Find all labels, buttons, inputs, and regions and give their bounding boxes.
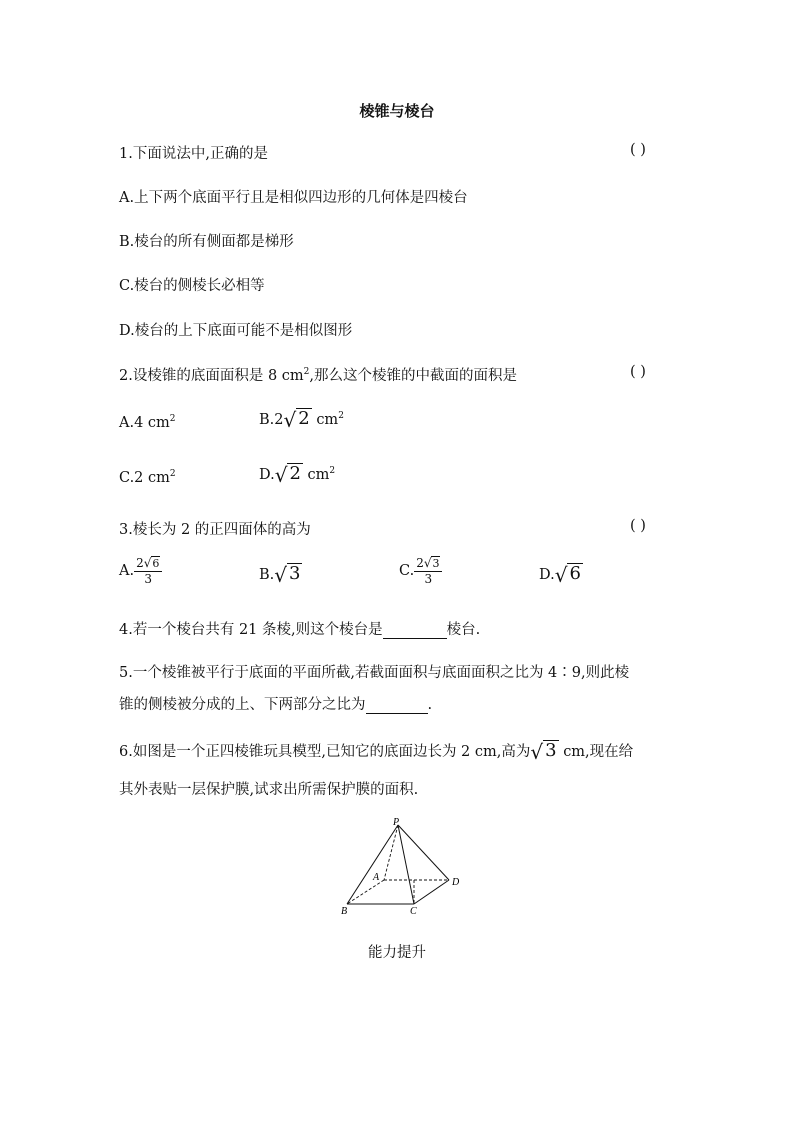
option-d xyxy=(259,463,335,487)
option-label: B.2 xyxy=(259,412,284,428)
option-b: B.棱台的所有侧面都是梯形 xyxy=(119,234,294,250)
vertex-label-c: C xyxy=(410,906,417,917)
question-6-line-1 xyxy=(119,740,633,764)
stem-text: ,那么这个棱锥的中截面的面积是 xyxy=(309,368,517,384)
radical-sign: √ xyxy=(530,740,544,764)
option-c xyxy=(399,556,442,586)
question-5-text: . xyxy=(427,697,433,713)
radicand: 3 xyxy=(545,740,557,761)
question-5-line-1: 5.一个棱锥被平行于底面的平面所截,若截面面积与底面面积之比为 4∶9,则此棱 xyxy=(119,665,630,681)
question-4 xyxy=(119,618,480,639)
pyramid-figure xyxy=(330,815,470,920)
edge-pb xyxy=(347,825,398,904)
stem-text: 2.设棱锥的底面面积是 8 cm xyxy=(119,368,304,384)
answer-blank xyxy=(383,624,447,639)
vertex-label-a: A xyxy=(373,872,380,883)
option-b xyxy=(259,408,344,432)
edge-pd xyxy=(398,825,449,880)
question-6-line-2: 其外表贴一层保护膜,试求出所需保护膜的面积. xyxy=(119,782,419,798)
answer-paren: ( ) xyxy=(630,142,646,158)
denominator: 3 xyxy=(144,572,153,586)
edge-cd xyxy=(414,880,449,904)
question-4-text: 4.若一个棱台共有 21 条棱,则这个棱台是 xyxy=(119,622,383,638)
question-3-stem: 3.棱长为 2 的正四面体的高为 xyxy=(119,522,311,538)
radicand: 2 xyxy=(298,408,310,429)
radical-sign: √ xyxy=(274,563,288,587)
section-heading: 能力提升 xyxy=(368,945,426,961)
question-6-text: 6.如图是一个正四棱锥玩具模型,已知它的底面边长为 2 cm,高为 xyxy=(119,744,531,760)
numerator: 2√3 xyxy=(414,556,442,572)
fraction xyxy=(134,556,162,586)
edge-pa xyxy=(384,825,398,880)
radicand: 6 xyxy=(152,557,160,570)
question-1-stem: 1.下面说法中,正确的是 xyxy=(119,146,268,162)
answer-paren: ( ) xyxy=(630,364,646,380)
edge-ab xyxy=(347,880,384,904)
superscript: 2 xyxy=(338,411,344,422)
option-d: D.棱台的上下底面可能不是相似图形 xyxy=(119,323,353,339)
unit: cm xyxy=(307,467,330,483)
question-5-line-2 xyxy=(119,693,432,714)
radicand: 2 xyxy=(289,463,301,484)
option-c xyxy=(119,469,176,486)
option-label: C. xyxy=(399,563,415,579)
radical-sign: √ xyxy=(283,408,297,432)
radical-sign: √ xyxy=(274,463,288,487)
option-b xyxy=(259,563,302,587)
question-5-text: 锥的侧棱被分成的上、下两部分之比为 xyxy=(119,697,366,713)
option-label: C.2 cm xyxy=(119,469,170,486)
page-title: 棱锥与棱台 xyxy=(359,102,435,120)
superscript: 2 xyxy=(169,414,176,424)
question-4-text: 棱台. xyxy=(446,622,481,638)
option-label: A. xyxy=(119,563,135,579)
vertex-label-b: B xyxy=(341,906,348,917)
radicand: 3 xyxy=(289,563,301,584)
radicand: 6 xyxy=(569,563,581,584)
numerator: 2√6 xyxy=(134,556,162,572)
question-6-text: cm,现在给 xyxy=(563,744,634,760)
superscript: 2 xyxy=(303,367,310,378)
vertex-label-d: D xyxy=(452,877,460,888)
question-2-stem xyxy=(119,364,517,385)
superscript: 2 xyxy=(169,469,176,479)
vertex-label-p: P xyxy=(393,817,400,828)
option-label: D. xyxy=(259,467,275,483)
radical-sign: √ xyxy=(554,563,568,587)
denominator: 3 xyxy=(424,572,433,586)
coefficient: 2 xyxy=(136,556,144,570)
radicand: 3 xyxy=(432,557,440,570)
option-a xyxy=(119,556,162,586)
option-label: A.4 cm xyxy=(119,414,170,431)
unit: cm xyxy=(316,412,339,428)
answer-blank xyxy=(366,699,428,714)
coefficient: 2 xyxy=(416,556,424,570)
fraction xyxy=(414,556,442,586)
option-d xyxy=(539,563,583,587)
answer-paren: ( ) xyxy=(630,518,646,534)
superscript: 2 xyxy=(329,466,336,477)
option-a: A.上下两个底面平行且是相似四边形的几何体是四棱台 xyxy=(119,190,468,206)
option-label: B. xyxy=(259,567,275,583)
edge-pc xyxy=(398,825,414,904)
option-a xyxy=(119,414,176,431)
option-label: D. xyxy=(539,567,555,583)
option-c: C.棱台的侧棱长必相等 xyxy=(119,278,265,294)
